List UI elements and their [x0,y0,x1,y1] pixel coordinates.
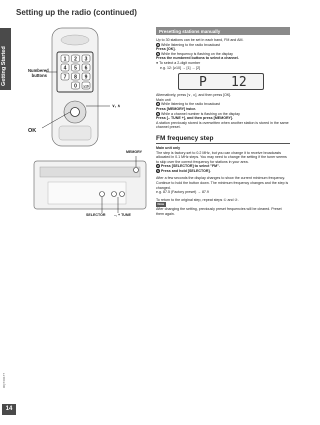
main-step1-action: Press [MEMORY] twice. [156,106,197,111]
side-tab-label: Getting Started [1,46,7,86]
preset-step2-action: Press the numbered buttons to select a channel. [156,56,239,61]
presetting-intro: Up to 30 stations can be set in each band, FM and AM. [156,38,244,42]
side-tab [0,28,11,90]
doc-code: RQTX0177 [2,372,6,388]
main-step2-action: Press [– TUNE +], and then press [MEMORY]. [156,116,234,121]
keypad-key-label: 3 [84,56,88,63]
preset-bullet: ● To select a 2-digit number [156,60,201,65]
ok-label: OK [28,128,37,134]
fm-step-heading: FM frequency step [156,135,290,144]
selector-label: SELECTOR [86,213,106,217]
preset-step1-action: Press [OK]. [156,47,176,52]
memory-label: MEMORY [126,150,143,154]
keypad-key-label: 0 [74,83,77,90]
main-step1: 1 While listening to the radio broadcast [157,102,220,107]
preset-main-unit: Main unit [156,97,171,102]
keypad-key-label: 5 [74,65,77,72]
presetting-heading: Presetting stations manually [156,27,290,35]
page-title: Setting up the radio (continued) [16,8,137,17]
keypad-key-label: 1 [63,56,67,63]
tune-minus-plus: –, + [114,213,121,217]
preset-step2: 2 While the frequency is flashing on the display [157,51,233,56]
device-illustration [14,26,154,226]
display-channel: 12 [231,75,247,91]
overwrite-warning: A station previously stored is overwritten when another station is stored in the same channel preset. [156,120,289,130]
selector-knob [100,192,105,197]
numbered-buttons-label: Numbered buttons [28,68,49,78]
fm-return: To return to the original step, repeat steps ① and ②. [156,197,239,202]
preset-step1: 1 While listening to the radio broadcast [157,42,220,47]
fm-explanation: After a few seconds the display changes to show the current minimum frequency. Continue to hold the button down. The minimum frequency changes and the step is changed. [156,176,289,190]
remote-and-unit-diagram [14,26,154,226]
lower-buttons [59,126,91,140]
page-number: 14 [2,404,16,415]
fm-description: The step is factory-set to 0.2 MHz, but you can change it to receive broadcasts allocated in 0.1 MHz steps. You may need to change the setting if the tuner seems to skip over the correct frequency for stations in your area. [156,150,287,164]
tune-label [114,213,131,218]
ok-button-shape [71,108,80,117]
fm-note: After changing the setting, previously preset frequencies will be cleared. Preset them again. [156,207,282,216]
fm-example: e.g. 87.5 (Factory preset) → 87.9 [156,190,209,195]
tune-plus [120,192,125,197]
main-step2: 2 While a channel number is flashing on the display [157,111,240,116]
main-unit-display [40,167,140,177]
updown-label: ∨, ∧ [112,103,121,108]
keypad-key-label: 6 [84,65,88,72]
fm-main-unit: Main unit only [156,145,181,150]
memory-knob [134,168,139,173]
tune-minus [112,192,117,197]
fm-step2: 2 Press and hold [SELECTOR]. [157,168,211,173]
keypad-key-label: 9 [84,74,88,81]
note-label: Note [157,202,165,207]
keypad-key-label: ≥10 [83,84,89,89]
display-p: P [199,75,207,91]
display-illustration [178,73,264,90]
keypad-key-label: 7 [63,74,67,81]
preset-example: e.g. 12: [≥10] → [1] → [2] [160,65,201,70]
tune-text: TUNE [121,213,131,217]
remote-top [61,35,89,45]
keypad-key-label: 8 [74,74,77,81]
keypad-key-label: 4 [63,65,67,72]
preset-alternative: Alternatively, press [∨, ∧], and then press [OK]. [156,93,232,98]
fm-step1: 1 Press [SELECTOR] to select "FM". [157,164,220,169]
keypad-key-label: 2 [74,56,77,63]
instructions-column [156,27,290,216]
